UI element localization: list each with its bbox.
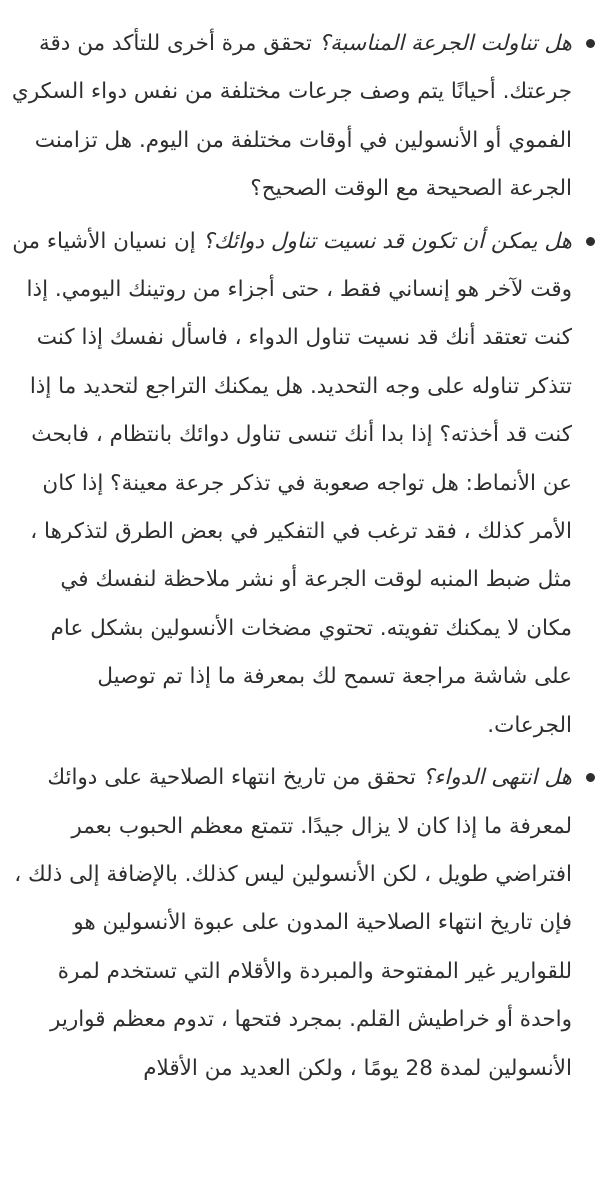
bullet-dot-icon <box>586 237 595 246</box>
bullet-dot-icon <box>586 39 595 48</box>
bullet-item-expired-medicine <box>8 754 572 1093</box>
bullet-body-text: تحقق مرة أخرى للتأكد من دقة جرعتك. أحيانًا يتم وصف جرعات مختلفة من نفس دواء السكري الفموي أو الأنسولين في أوقات مختلفة من اليوم. هل تزامنت الجرعة الصحيحة مع الوقت الصحيح؟ <box>11 31 572 202</box>
bullet-lead-question: هل تناولت الجرعة المناسبة؟ <box>318 31 572 56</box>
bullet-list <box>8 20 572 1093</box>
bullet-item-forgot-dose <box>8 218 572 750</box>
bullet-item-correct-dose <box>8 20 572 214</box>
bullet-dot-icon <box>586 773 595 782</box>
bullet-lead-question: هل يمكن أن تكون قد نسيت تناول دوائك؟ <box>202 228 572 254</box>
bullet-body-text: تحقق من تاريخ انتهاء الصلاحية على دوائك لمعرفة ما إذا كان لا يزال جيدًا. تتمتع معظم الحبوب بعمر افتراضي طويل ، لكن الأنسولين ليس كذلك. بالإضافة إلى ذلك ، فإن تاريخ انتهاء الصلاحية المدون على عبوة الأنسولين هو للقوارير غير المفتوحة والمبردة والأقلام التي تستخدم لمرة واحدة أو خراطيش القلم. بمجرد فتحها ، تدوم معظم قوارير الأنسولين لمدة 28 يومًا ، ولكن العديد من الأقلام <box>14 765 572 1081</box>
article-body <box>0 20 604 1097</box>
bullet-lead-question: هل انتهى الدواء؟ <box>422 765 572 791</box>
bullet-body-text: إن نسيان الأشياء من وقت لآخر هو إنساني فقط ، حتى أجزاء من روتينك اليومي. إذا كنت تعتقد أنك قد نسيت تناول الدواء ، فاسأل نفسك إذا كنت تتذكر تناوله على وجه التحديد. هل يمكنك التراجع لتحديد ما إذا كنت قد أخذته؟ إذا بدا أنك تنسى تناول دوائك بانتظام ، فابحث عن الأنماط: هل تواجه صعوبة في تذكر جرعة معينة؟ إذا كان الأمر كذلك ، فقد ترغب في التفكير في بعض الطرق لتذكرها ، مثل ضبط المنبه لوقت الجرعة أو نشر ملاحظة لنفسك في مكان لا يمكنك تفويته. تحتوي مضخات الأنسولين بشكل عام على شاشة مراجعة تسمح لك بمعرفة ما إذا تم توصيل الجرعات. <box>12 228 572 738</box>
